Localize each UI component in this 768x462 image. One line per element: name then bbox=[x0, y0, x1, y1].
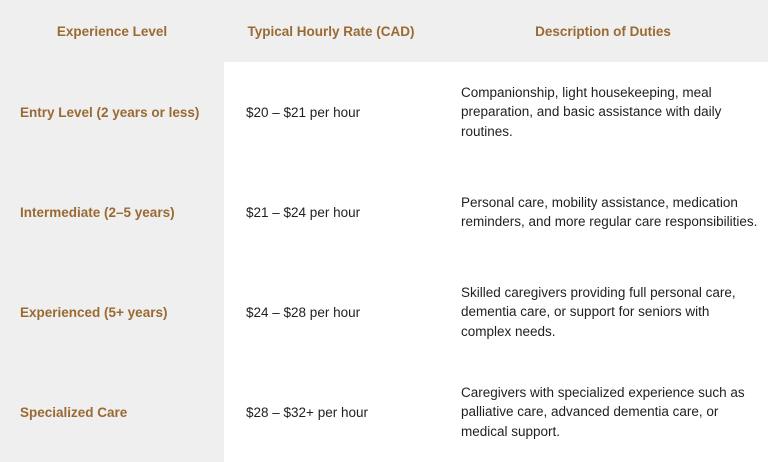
header-description: Description of Duties bbox=[535, 23, 671, 39]
description-cell: Companionship, light housekeeping, meal preparation, and basic assistance with daily routines. bbox=[461, 84, 722, 139]
description-cell: Personal care, mobility assistance, medication reminders, and more regular care responsibilities. bbox=[461, 194, 758, 229]
header-hourly-rate: Typical Hourly Rate (CAD) bbox=[247, 23, 415, 39]
experience-level-cell: Intermediate (2–5 years) bbox=[20, 204, 175, 220]
experience-level-cell: Experienced (5+ years) bbox=[20, 304, 168, 320]
description-cell: Caregivers with specialized experience such as palliative care, advanced dementia care, or medical support. bbox=[461, 384, 745, 439]
hourly-rate-cell: $21 – $24 per hour bbox=[246, 204, 361, 220]
table-row bbox=[0, 262, 768, 362]
table-row bbox=[0, 62, 768, 162]
hourly-rate-cell: $28 – $32+ per hour bbox=[246, 404, 368, 420]
table-header-row bbox=[0, 0, 768, 62]
header-experience-level: Experience Level bbox=[56, 23, 168, 39]
table-row bbox=[0, 362, 768, 462]
hourly-rate-cell: $20 – $21 per hour bbox=[246, 104, 361, 120]
experience-level-cell: Entry Level (2 years or less) bbox=[20, 104, 200, 120]
description-cell: Skilled caregivers providing full personal care, dementia care, or support for seniors with complex needs. bbox=[461, 284, 736, 339]
table-row bbox=[0, 162, 768, 262]
hourly-rate-cell: $24 – $28 per hour bbox=[246, 304, 361, 320]
experience-level-cell: Specialized Care bbox=[20, 404, 128, 420]
